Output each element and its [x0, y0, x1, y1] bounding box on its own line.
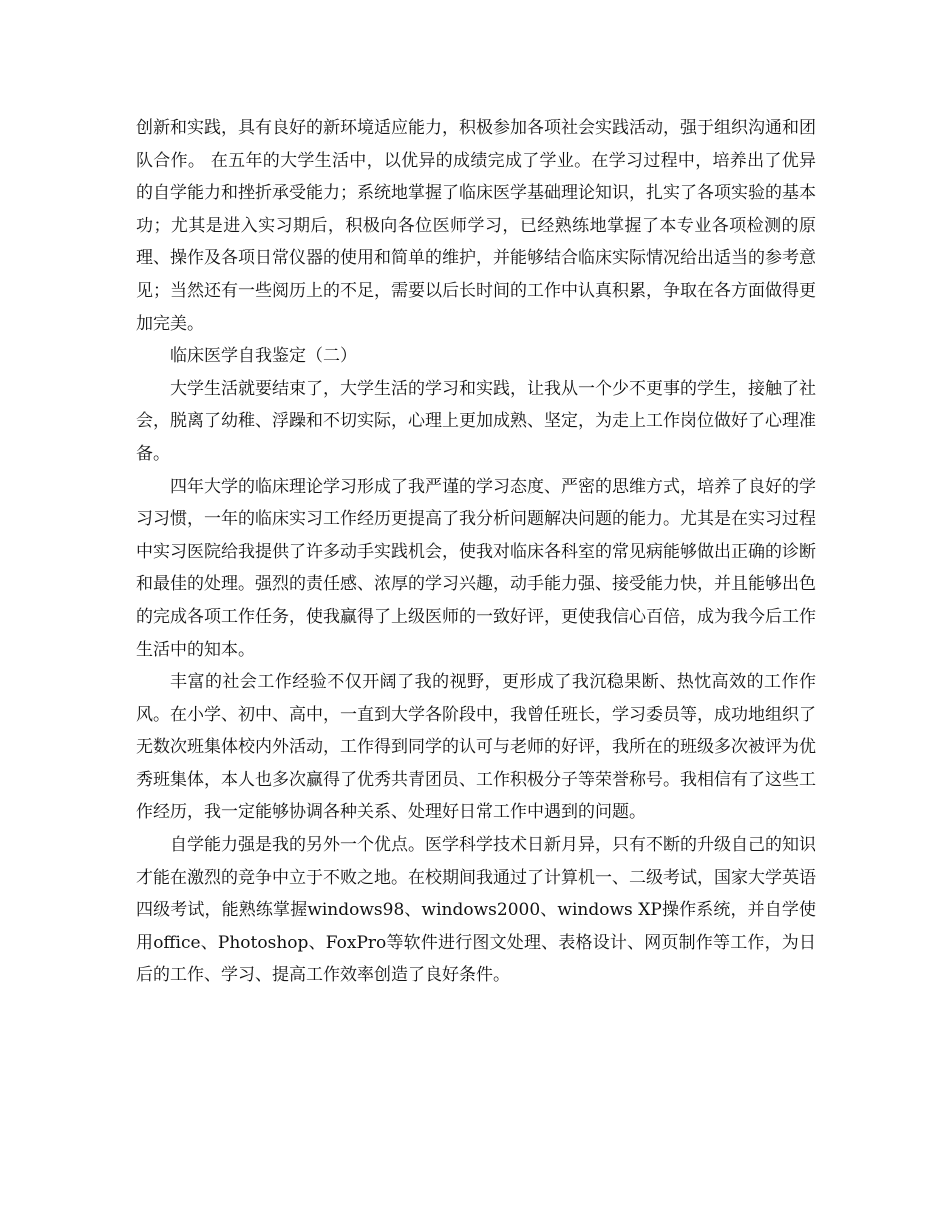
paragraph-continuation: 创新和实践，具有良好的新环境适应能力，积极参加各项社会实践活动，强于组织沟通和团队合作。 在五年的大学生活中，以优异的成绩完成了学业。在学习过程中，培养出了优异的自学能力和挫折承受能力；系统地掌握了临床医学基础理论知识，扎实了各项实验的基本功；尤其是进入实习期后，积极向各位医师学习，已经熟练地掌握了本专业各项检测的原理、操作及各项日常仪器的使用和简单的维护，并能够结合临床实际情况给出适当的参考意见；当然还有一些阅历上的不足，需要以后长时间的工作中认真积累，争取在各方面做得更加完美。	[136, 118, 816, 334]
paragraph: 自学能力强是我的另外一个优点。医学科学技术日新月异，只有不断的升级自己的知识才能在激烈的竞争中立于不败之地。在校期间我通过了计算机一、二级考试，国家大学英语四级考试，能熟练掌握windows98、windows2000、windows XP操作系统，并自学使用office、Photoshop、FoxPro等软件进行图文处理、表格设计、网页制作等工作，为日后的工作、学习、提高工作效率创造了良好条件。	[136, 835, 816, 986]
paragraph: 大学生活就要结束了，大学生活的学习和实践，让我从一个少不更事的学生，接触了社会，脱离了幼稚、浮躁和不切实际，心理上更加成熟、坚定，为走上工作岗位做好了心理准备。	[136, 378, 816, 464]
paragraph: 四年大学的临床理论学习形成了我严谨的学习态度、严密的思维方式，培养了良好的学习习惯，一年的临床实习工作经历更提高了我分析问题解决问题的能力。尤其是在实习过程中实习医院给我提供了许多动手实践机会，使我对临床各科室的常见病能够做出正确的诊断和最佳的处理。强烈的责任感、浓厚的学习兴趣，动手能力强、接受能力快，并且能够出色的完成各项工作任务，使我赢得了上级医师的一致好评，更使我信心百倍，成为我今后工作生活中的知本。	[136, 476, 816, 660]
paragraph: 丰富的社会工作经验不仅开阔了我的视野，更形成了我沉稳果断、热忱高效的工作作风。在小学、初中、高中，一直到大学各阶段中，我曾任班长，学习委员等，成功地组织了无数次班集体校内外活动，工作得到同学的认可与老师的好评，我所在的班级多次被评为优秀班集体，本人也多次赢得了优秀共青团员、工作积极分子等荣誉称号。我相信有了这些工作经历，我一定能够协调各种关系、处理好日常工作中遇到的问题。	[136, 672, 816, 823]
document-body	[136, 112, 816, 992]
section-heading: 临床医学自我鉴定（二）	[170, 346, 357, 367]
